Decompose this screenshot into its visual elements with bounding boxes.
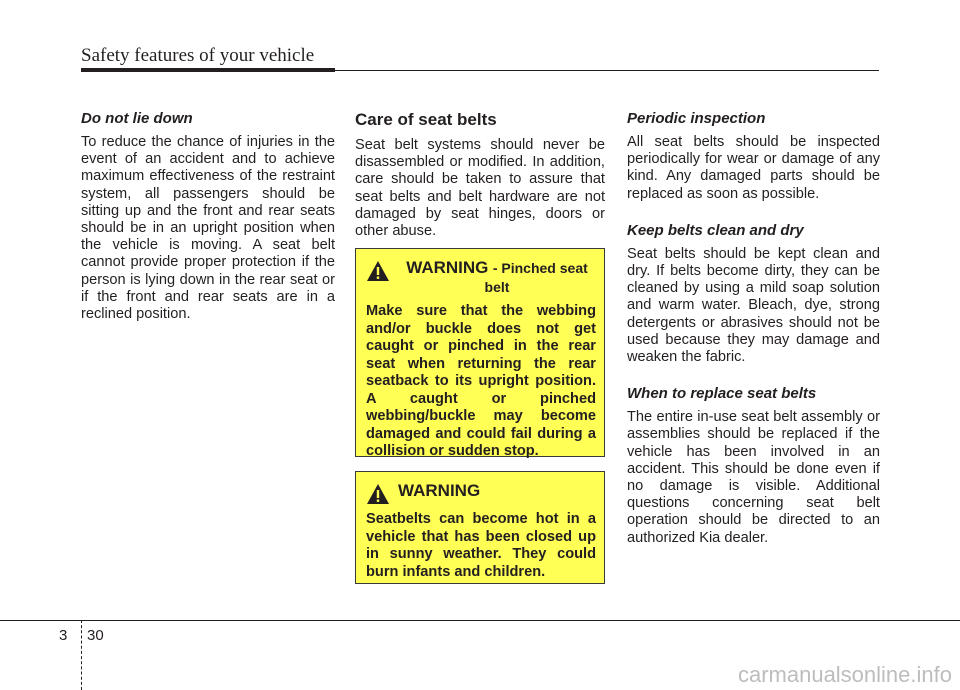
warning-text: Seatbelts can become hot in a vehicle that has been closed up in sunny weather. They could burn infants and children. (366, 511, 596, 580)
warning-header (366, 259, 596, 297)
warning-subtitle: - Pinched seat belt (484, 260, 588, 295)
warning-triangle-icon (366, 483, 390, 505)
heading-periodic-inspection: Periodic inspection (627, 110, 766, 127)
warning-heading (398, 482, 480, 501)
chapter-number: 3 (59, 627, 68, 644)
page-number: 30 (87, 627, 104, 644)
warning-heading (398, 259, 596, 297)
heading-care-of-seat-belts: Care of seat belts (355, 110, 497, 129)
watermark: carmanualsonline.info (737, 662, 952, 687)
warning-box-pinched-seat-belt (355, 248, 605, 457)
warning-triangle-icon (366, 260, 390, 282)
column-middle (355, 110, 605, 240)
footer-divider (81, 620, 82, 690)
warning-box-hot-seatbelts (355, 471, 605, 584)
heading-do-not-lie-down: Do not lie down (81, 110, 193, 127)
warning-header (366, 482, 596, 505)
warning-title: WARNING (406, 258, 489, 277)
paragraph-when-to-replace: The entire in-use seat belt assembly or assemblies should be replaced if the vehicle has been involved in an accident. This should be done even if no damage is visible. Additional questions concerning seat belt operation should be directed to an authorized Kia dealer. (627, 409, 880, 546)
heading-when-to-replace: When to replace seat belts (627, 385, 817, 403)
section-title-header: Safety features of your vehicle (81, 45, 315, 66)
heading-keep-belts-clean: Keep belts clean and dry (627, 221, 804, 239)
footer-rule (0, 620, 960, 621)
column-left (81, 110, 335, 323)
warning-title: WARNING (398, 481, 481, 500)
paragraph-keep-belts-clean: Seat belts should be kept clean and dry. If belts become dirty, they can be cleaned by using a mild soap solution and warm water. Bleach, dye, strong detergents or abrasives should not be used because they may damage and weaken the fabric. (627, 245, 880, 366)
column-right (627, 110, 880, 547)
header-rule-thin (335, 70, 879, 71)
warning-text: Make sure that the webbing and/or buckle does not get caught or pinched in the rear seat when returning the rear seatback to its upright position. A caught or pinched webbing/buckle may become damaged and could fail during a collision or sudden stop. (366, 303, 596, 459)
paragraph-do-not-lie-down: To reduce the chance of injuries in the event of an accident and to achieve maximum effectiveness of the restraint system, all passengers should be sitting up and the front and rear seats should be in an upright position when the vehicle is moving. A seat belt cannot provide proper protection if the person is lying down in the rear seat or if the front and rear seats are in a reclined position. (81, 134, 335, 323)
paragraph-periodic-inspection: All seat belts should be inspected periodically for wear or damage of any kind. Any damaged parts should be replaced as soon as possible. (627, 134, 880, 202)
header-rule-thick (81, 68, 335, 72)
paragraph-care-of-seat-belts: Seat belt systems should never be disassembled or modified. In addition, care should be taken to assure that seat belts and belt hardware are not damaged by seat hinges, doors or other abuse. (355, 137, 605, 240)
